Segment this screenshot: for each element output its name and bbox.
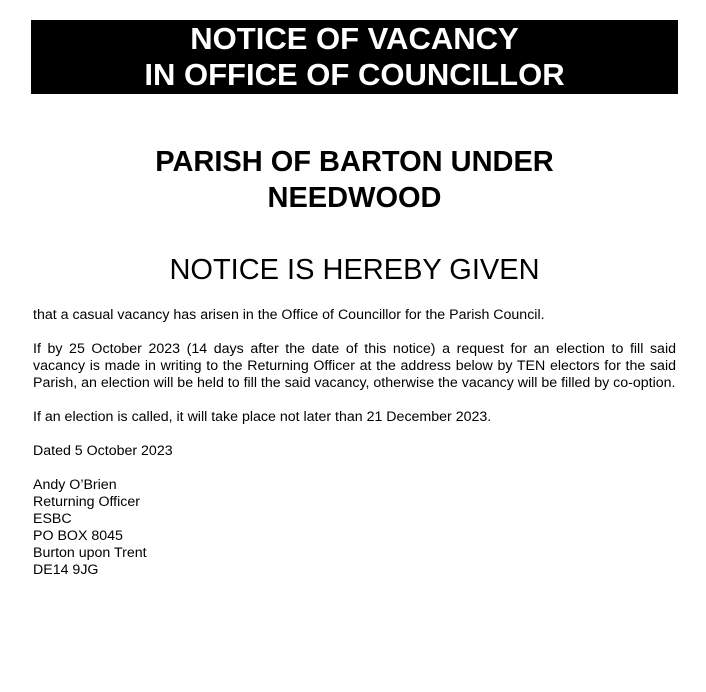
signature-block	[33, 477, 676, 579]
notice-body	[33, 307, 676, 579]
title-banner	[31, 20, 678, 94]
signatory-title: Returning Officer	[33, 494, 140, 510]
address-postcode: DE14 9JG	[33, 562, 99, 578]
vacancy-paragraph: that a casual vacancy has arisen in the Office of Councillor for the Parish Council.	[33, 307, 545, 323]
parish-heading	[31, 144, 678, 216]
address-town: Burton upon Trent	[33, 545, 147, 561]
notice-heading: NOTICE IS HEREBY GIVEN	[169, 254, 540, 286]
election-date-paragraph: If an election is called, it will take place not later than 21 December 2023.	[33, 409, 492, 425]
election-request-paragraph: If by 25 October 2023 (14 days after the date of this notice) a request for an election to fill said vacancy is made in writing to the Returning Officer at the address below by TEN electors for the said Parish, an election will be held to fill the said vacancy, otherwise the vacancy will be filled by co-option.	[33, 341, 676, 391]
parish-heading-line-2: NEEDWOOD	[267, 182, 442, 214]
banner-title-line-2: IN OFFICE OF COUNCILLOR	[144, 57, 565, 92]
signatory-name: Andy O’Brien	[33, 477, 117, 493]
address-org: ESBC	[33, 511, 72, 527]
parish-heading-line-1: PARISH OF BARTON UNDER	[155, 146, 554, 178]
address-po-box: PO BOX 8045	[33, 528, 123, 544]
dated-line: Dated 5 October 2023	[33, 443, 173, 459]
banner-title-line-1: NOTICE OF VACANCY	[190, 21, 519, 56]
